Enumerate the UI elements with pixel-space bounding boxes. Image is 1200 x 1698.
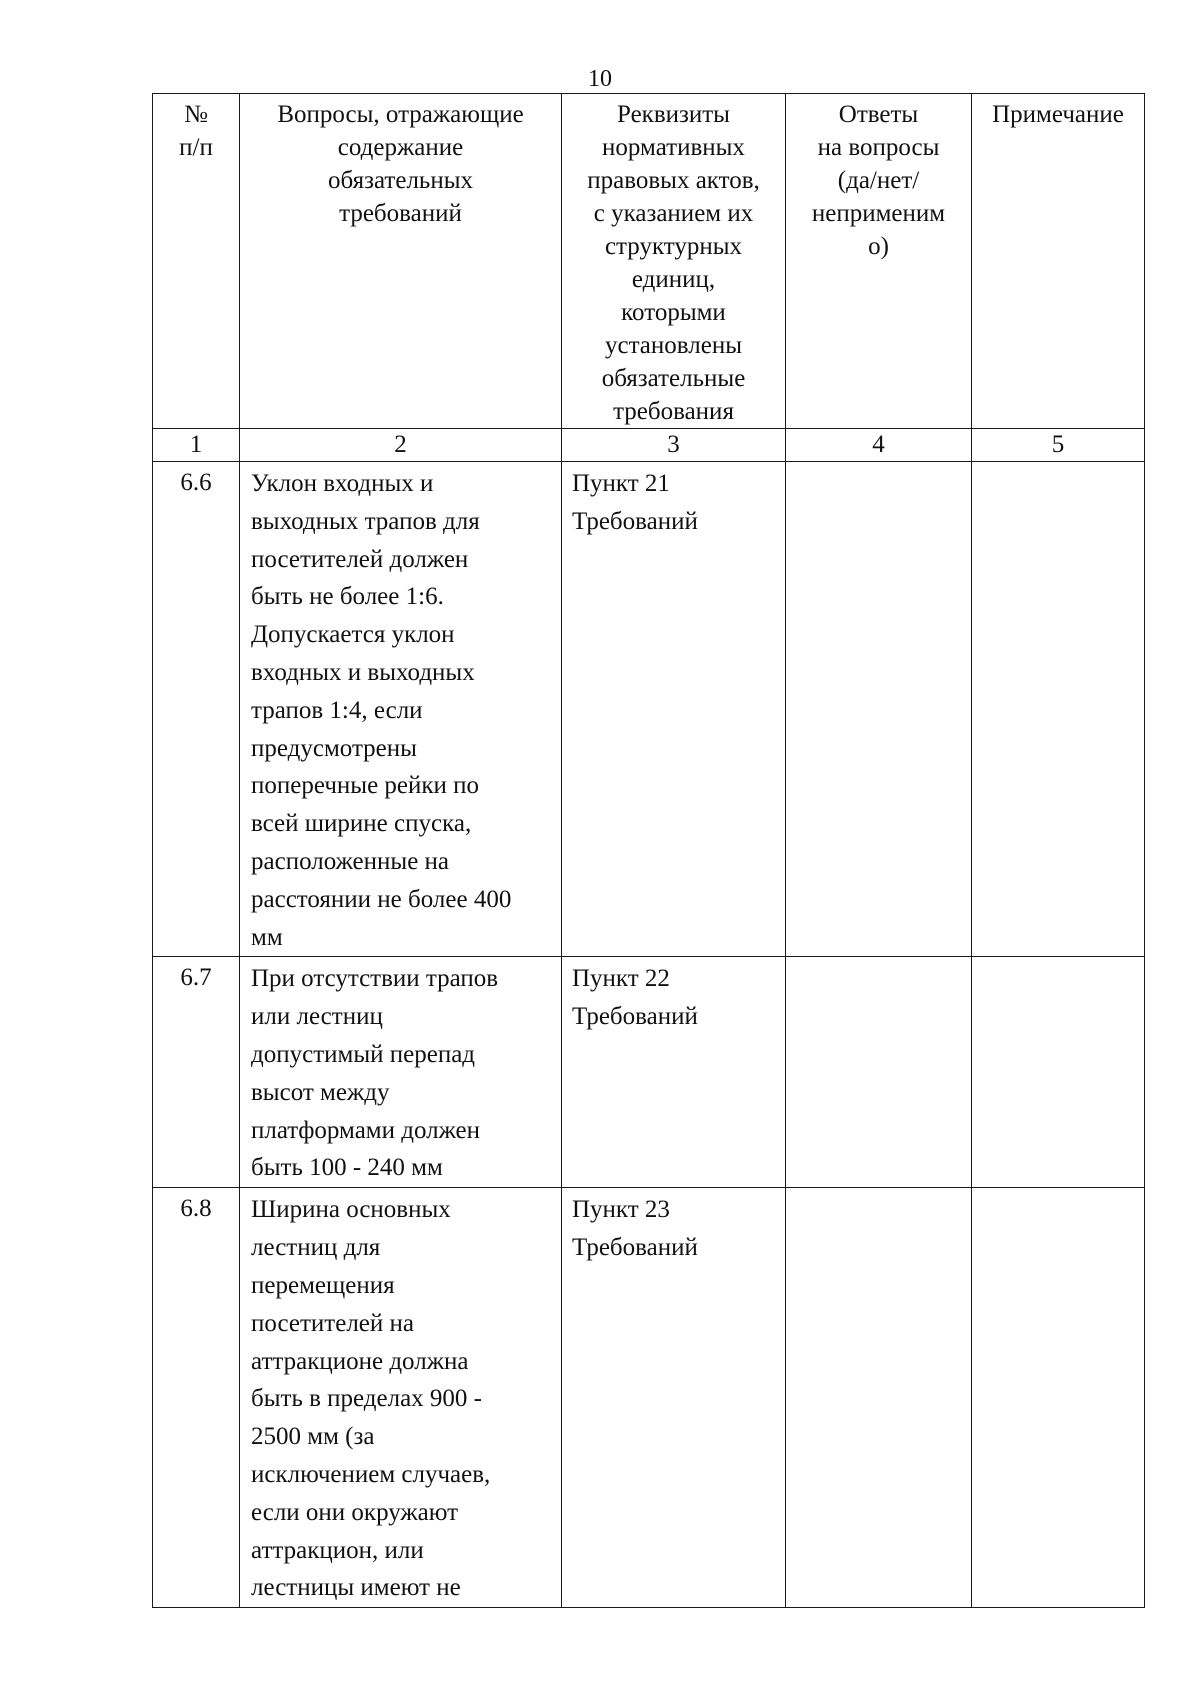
- header-number: № п/п: [153, 94, 240, 429]
- row-number: 6.6: [153, 462, 240, 957]
- table-row: [153, 462, 1145, 957]
- checklist-table: [152, 93, 1145, 1608]
- header-answers: Ответы на вопросы (да/нет/ неприменим о): [786, 94, 972, 429]
- answer-cell[interactable]: [786, 957, 972, 1188]
- table-row: [153, 1188, 1145, 1608]
- column-number: 1: [153, 429, 240, 462]
- answer-cell[interactable]: [786, 462, 972, 957]
- page-number: 10: [588, 66, 612, 92]
- column-number: 4: [786, 429, 972, 462]
- note-cell[interactable]: [972, 957, 1145, 1188]
- header-legal-requisites: Реквизиты нормативных правовых актов, с указанием их структурных единиц, которыми установлены обязательные требования: [562, 94, 786, 429]
- table-header-row: [153, 94, 1145, 429]
- column-number: 3: [562, 429, 786, 462]
- row-number: 6.7: [153, 957, 240, 1188]
- requirement-text: Уклон входных и выходных трапов для посетителей должен быть не более 1:6. Допускается уклон входных и выходных трапов 1:4, если предусмотрены поперечные рейки по всей ширине спуска, расположенные на расстоянии не более 400 мм: [240, 462, 562, 957]
- note-cell[interactable]: [972, 1188, 1145, 1608]
- table-row: [153, 957, 1145, 1188]
- column-number: 5: [972, 429, 1145, 462]
- row-number: 6.8: [153, 1188, 240, 1608]
- legal-reference: Пункт 21 Требований: [562, 462, 786, 957]
- header-questions: Вопросы, отражающие содержание обязательных требований: [240, 94, 562, 429]
- legal-reference: Пункт 23 Требований: [562, 1188, 786, 1608]
- note-cell[interactable]: [972, 462, 1145, 957]
- header-note: Примечание: [972, 94, 1145, 429]
- requirement-text: Ширина основных лестниц для перемещения посетителей на аттракционе должна быть в пределах 900 - 2500 мм (за исключением случаев, если они окружают аттракцион, или лестницы имеют не: [240, 1188, 562, 1608]
- answer-cell[interactable]: [786, 1188, 972, 1608]
- legal-reference: Пункт 22 Требований: [562, 957, 786, 1188]
- column-number-row: [153, 429, 1145, 462]
- requirement-text: При отсутствии трапов или лестниц допустимый перепад высот между платформами должен быть 100 - 240 мм: [240, 957, 562, 1188]
- column-number: 2: [240, 429, 562, 462]
